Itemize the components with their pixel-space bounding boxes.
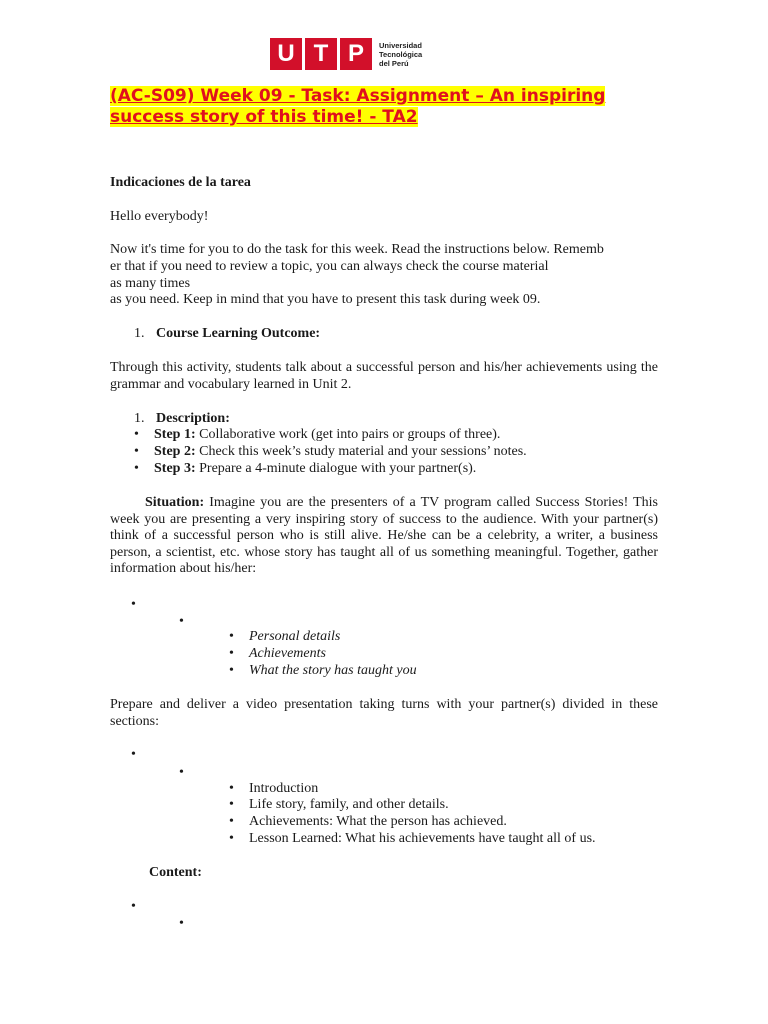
title-line-2: success story of this time! - TA2 (110, 107, 418, 127)
section2-heading: Description: (156, 411, 230, 426)
empty-bullet: • (131, 899, 136, 914)
outcome-paragraph: Through this activity, students talk about a successful person and his/her achievements using the grammar and vocabulary learned in Unit 2. (110, 360, 658, 392)
empty-bullet: • (179, 765, 184, 780)
section2-number: 1. (134, 411, 145, 426)
situation-paragraph: Situation: Imagine you are the presenters of a TV program called Success Stories! This week you are presenting a very inspiring story of success to the audience. With your partner(s) think of a successful person who is still alive. He/she can be a celebrity, a writer, a business person, a scientist, etc. whose story has taught all of us something meaningful. Together, gather information about his/her: (110, 495, 658, 576)
logo-letter-t: T (305, 38, 337, 70)
page-title (110, 86, 670, 128)
instructions-heading: Indicaciones de la tarea (110, 175, 251, 190)
empty-bullet: • (179, 916, 184, 931)
document-page: U T P Universidad Tecnológica del Perú (AC-S09) Week 09 - Task: Assignment – An inspiring success story of this time! - TA2 Indicaciones de la tarea Hello everybody! Now it's time for you to do the task for this week. Read the instructions below. Rememb er that if you need to review a topic, you can always check the course material as many times as you need. Keep in mind that you have to present this task during week 09. 1. Course Learning Outcome: Through this activity, students talk about a successful person and his/her achievements using the grammar and vocabulary learned in Unit 2. 1. Description: • Step 1: Collaborative work (get into pairs or groups of three). • Step 2: Check this week’s study material and your sessions’ notes. • Step 3: Prepare a 4-minute dialogue with your partner(s). Situation: Imagine you are the presenters of a TV program called Success Stories! This week you are presenting a very inspiring story of success to the audience. With your partner(s) think of a successful person who is still alive. He/she can be a celebrity, a writer, a business person, a scientist, etc. whose story has taught all of us something meaningful. Together, gather information about his/her: • • • Personal details • Achievements • What the story has taught you Prepare and deliver a video presentation taking turns with your partner(s) divided in these sections: • • • Introduction • Life story, family, and other details. • Achievements: What the person has achieved. • Lesson Learned: What his achievements have taught all of us. Content: • • (0, 0, 768, 1024)
title-line-1: (AC-S09) Week 09 - Task: Assignment – An inspiring (110, 86, 606, 106)
prepare-paragraph: Prepare and deliver a video presentation taking turns with your partner(s) divided in these sections: (110, 697, 658, 729)
section1-number: 1. (134, 326, 145, 341)
greeting-text: Hello everybody! (110, 209, 209, 224)
empty-bullet: • (179, 614, 184, 629)
empty-bullet: • (131, 597, 136, 612)
logo-letter-u: U (270, 38, 302, 70)
utp-logo (270, 38, 422, 70)
logo-wordmark: Universidad Tecnológica del Perú (379, 40, 423, 68)
empty-bullet: • (131, 747, 136, 762)
content-heading: Content: (149, 865, 202, 880)
logo-letter-p: P (340, 38, 372, 70)
section1-heading: Course Learning Outcome: (156, 326, 321, 341)
